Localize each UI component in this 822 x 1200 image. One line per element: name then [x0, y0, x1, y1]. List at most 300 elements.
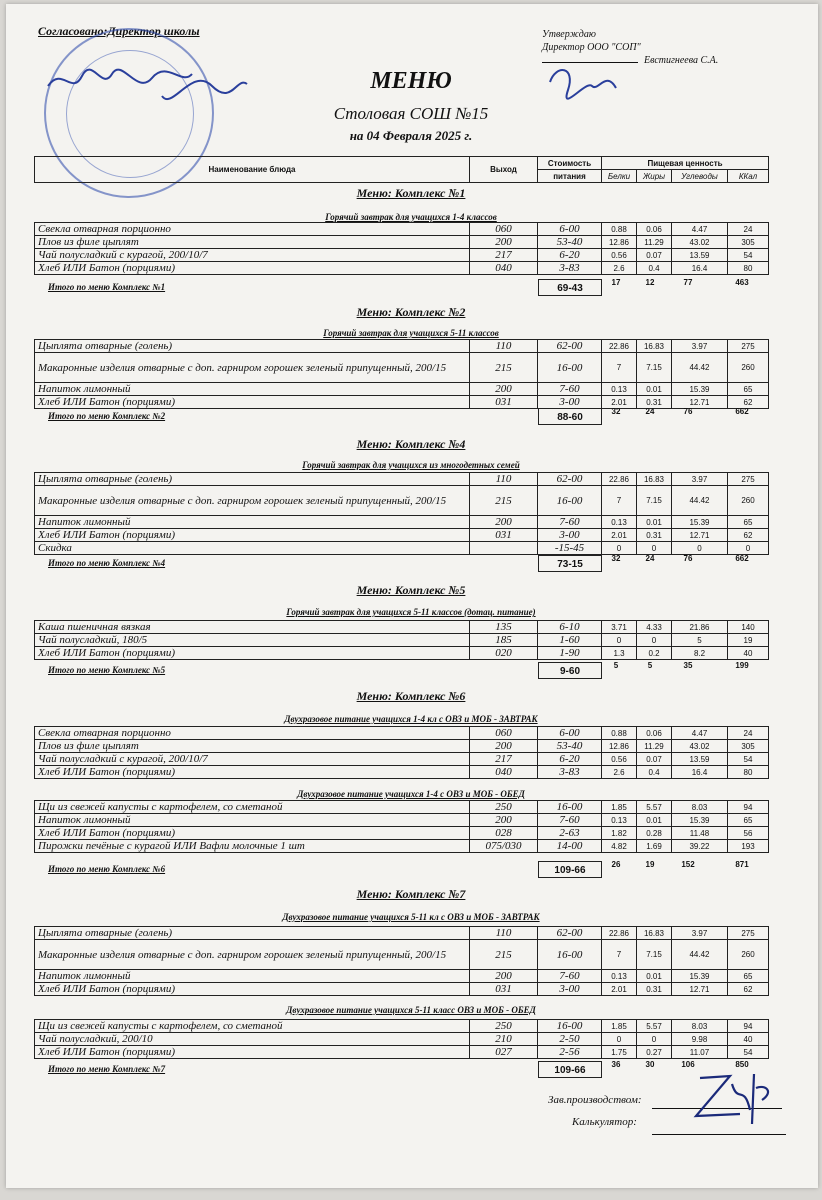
approval-left-label: Согласовано:Директор школы — [38, 24, 200, 38]
dish-kcal: 56 — [728, 827, 769, 840]
menu-table — [34, 222, 769, 275]
dish-output: 250 — [470, 801, 538, 814]
dish-output: 060 — [470, 223, 538, 236]
table-row — [35, 236, 769, 249]
complex-total-price: 109-66 — [538, 1061, 602, 1078]
section-subtitle: Двухразовое питание учащихся 1-4 кл с ОВЗ и МОБ - ЗАВТРАК — [284, 714, 538, 724]
dish-output: 200 — [470, 814, 538, 827]
dish-kcal: 0 — [728, 542, 769, 555]
complex-title: Меню: Комплекс №1 — [356, 186, 466, 200]
menu-table — [34, 1019, 769, 1059]
dish-fat: 0.06 — [637, 727, 672, 740]
dish-carbs: 39.22 — [672, 840, 728, 853]
table-row — [35, 983, 769, 996]
menu-date: на 04 Февраля 2025 г. — [349, 128, 473, 143]
complex-total-kcal: 199 — [735, 661, 749, 670]
dish-fat: 0.07 — [637, 753, 672, 766]
dish-protein: 0.88 — [602, 727, 637, 740]
dish-price: 62-00 — [538, 473, 602, 486]
dish-name: Цыплята отварные (голень) — [35, 340, 470, 353]
table-header — [34, 156, 769, 183]
dish-price: 3-00 — [538, 983, 602, 996]
dish-fat: 0.31 — [637, 983, 672, 996]
dish-carbs: 15.39 — [672, 970, 728, 983]
dish-output: 110 — [470, 340, 538, 353]
dish-output: 027 — [470, 1046, 538, 1059]
dish-protein: 2.6 — [602, 766, 637, 779]
approval-right-title: Утверждаю — [542, 29, 596, 40]
dish-name: Чай полусладкий с курагой, 200/10/7 — [35, 249, 470, 262]
dish-kcal: 54 — [728, 753, 769, 766]
calculator-label: Калькулятор: — [572, 1116, 637, 1128]
dish-carbs: 43.02 — [672, 740, 728, 753]
table-row — [35, 766, 769, 779]
dish-kcal: 275 — [728, 473, 769, 486]
dish-carbs: 12.71 — [672, 529, 728, 542]
dish-price: 2-63 — [538, 827, 602, 840]
table-row — [35, 516, 769, 529]
col-fat: Жиры — [637, 170, 672, 183]
dish-output: 215 — [470, 353, 538, 383]
dish-output: 200 — [470, 970, 538, 983]
complex-title: Меню: Комплекс №5 — [356, 583, 466, 597]
dish-carbs: 3.97 — [672, 927, 728, 940]
dish-name: Хлеб ИЛИ Батон (порциями) — [35, 396, 470, 409]
col-output: Выход — [470, 157, 538, 183]
dish-price: 6-00 — [538, 727, 602, 740]
dish-kcal: 260 — [728, 353, 769, 383]
dish-kcal: 62 — [728, 529, 769, 542]
dish-fat: 0.07 — [637, 249, 672, 262]
dish-output: 020 — [470, 647, 538, 660]
complex-total-protein: 32 — [611, 407, 621, 416]
dish-fat: 0.27 — [637, 1046, 672, 1059]
dish-carbs: 0 — [672, 542, 728, 555]
dish-protein: 0.13 — [602, 814, 637, 827]
table-row — [35, 1046, 769, 1059]
dish-kcal: 94 — [728, 801, 769, 814]
dish-carbs: 11.48 — [672, 827, 728, 840]
section-subtitle: Двухразовое питание учащихся 5-11 класс ОВЗ и МОБ - ОБЕД — [286, 1005, 536, 1015]
dish-price: 2-56 — [538, 1046, 602, 1059]
col-nutrition: Пищевая ценность — [602, 157, 769, 170]
dish-price: 62-00 — [538, 927, 602, 940]
dish-fat: 11.29 — [637, 740, 672, 753]
complex-total-label: Итого по меню Комплекс №1 — [48, 282, 166, 292]
dish-kcal: 65 — [728, 970, 769, 983]
dish-price: 1-60 — [538, 634, 602, 647]
dish-fat: 0.28 — [637, 827, 672, 840]
dish-output: 200 — [470, 236, 538, 249]
section-subtitle: Горячий завтрак для учащихся из многодетных семей — [302, 460, 520, 470]
menu-table — [34, 926, 769, 996]
complex-total-price: 73-15 — [538, 555, 602, 572]
dish-protein: 7 — [602, 940, 637, 970]
col-protein: Белки — [602, 170, 637, 183]
complex-total-label: Итого по меню Комплекс №2 — [48, 411, 166, 421]
dish-output: 060 — [470, 727, 538, 740]
dish-output: 110 — [470, 927, 538, 940]
complex-total-kcal: 662 — [735, 407, 749, 416]
dish-fat: 4.33 — [637, 621, 672, 634]
dish-carbs: 44.42 — [672, 940, 728, 970]
dish-protein: 2.01 — [602, 529, 637, 542]
dish-kcal: 80 — [728, 766, 769, 779]
complex-total-fat: 30 — [645, 1060, 655, 1069]
dish-name: Макаронные изделия отварные с доп. гарниром горошек зеленый припущенный, 200/15 — [35, 353, 470, 383]
dish-output: 210 — [470, 1033, 538, 1046]
table-row — [35, 529, 769, 542]
col-name: Наименование блюда — [35, 157, 470, 183]
col-cost-2: питания — [538, 170, 602, 183]
dish-name: Макаронные изделия отварные с доп. гарниром горошек зеленый припущенный, 200/15 — [35, 940, 470, 970]
dish-fat: 0.2 — [637, 647, 672, 660]
table-row — [35, 940, 769, 970]
section-subtitle: Двухразовое питание учащихся 5-11 кл с ОВЗ и МОБ - ЗАВТРАК — [282, 912, 540, 922]
dish-fat: 0.31 — [637, 396, 672, 409]
complex-total-price: 88-60 — [538, 408, 602, 425]
dish-fat: 16.83 — [637, 927, 672, 940]
dish-price: 3-00 — [538, 529, 602, 542]
dish-kcal: 65 — [728, 516, 769, 529]
calculator-line — [652, 1134, 786, 1135]
dish-protein: 7 — [602, 353, 637, 383]
dish-fat: 5.57 — [637, 1020, 672, 1033]
complex-total-label: Итого по меню Комплекс №4 — [48, 558, 166, 568]
dish-output: 040 — [470, 262, 538, 275]
dish-price: 6-10 — [538, 621, 602, 634]
dish-kcal: 65 — [728, 383, 769, 396]
table-row — [35, 727, 769, 740]
dish-protein: 3.71 — [602, 621, 637, 634]
table-row — [35, 634, 769, 647]
dish-carbs: 11.07 — [672, 1046, 728, 1059]
dish-output: 135 — [470, 621, 538, 634]
menu-table — [34, 800, 769, 853]
menu-table — [34, 339, 769, 409]
dish-fat: 7.15 — [637, 486, 672, 516]
complex-total-carbs: 77 — [683, 278, 693, 287]
dish-kcal: 260 — [728, 940, 769, 970]
dish-carbs: 12.71 — [672, 983, 728, 996]
dish-kcal: 94 — [728, 1020, 769, 1033]
page-title: МЕНЮ — [370, 68, 452, 94]
dish-output: 031 — [470, 529, 538, 542]
table-row — [35, 814, 769, 827]
table-row — [35, 486, 769, 516]
dish-carbs: 16.4 — [672, 262, 728, 275]
table-row — [35, 249, 769, 262]
production-head-label: Зав.производством: — [548, 1094, 642, 1106]
dish-kcal: 24 — [728, 223, 769, 236]
complex-total-fat: 5 — [647, 661, 653, 670]
complex-total-carbs: 76 — [683, 407, 693, 416]
dish-kcal: 40 — [728, 1033, 769, 1046]
approval-right-name: Евстигнеева С.А. — [644, 55, 719, 66]
table-row — [35, 383, 769, 396]
table-row — [35, 840, 769, 853]
dish-protein: 1.85 — [602, 801, 637, 814]
dish-name: Напиток лимонный — [35, 383, 470, 396]
dish-price: 7-60 — [538, 814, 602, 827]
dish-output: 200 — [470, 383, 538, 396]
dish-fat: 7.15 — [637, 353, 672, 383]
col-cost-1: Стоимость — [538, 157, 602, 170]
dish-kcal: 40 — [728, 647, 769, 660]
table-row — [35, 740, 769, 753]
dish-price: 16-00 — [538, 1020, 602, 1033]
dish-output: 217 — [470, 249, 538, 262]
page-subtitle: Столовая СОШ №15 — [333, 104, 489, 123]
dish-protein: 2.6 — [602, 262, 637, 275]
table-row — [35, 970, 769, 983]
complex-total-fat: 12 — [645, 278, 655, 287]
dish-price: 3-83 — [538, 262, 602, 275]
dish-name: Хлеб ИЛИ Батон (порциями) — [35, 983, 470, 996]
dish-name: Плов из филе цыплят — [35, 740, 470, 753]
dish-output: 250 — [470, 1020, 538, 1033]
dish-carbs: 8.2 — [672, 647, 728, 660]
dish-price: 53-40 — [538, 740, 602, 753]
dish-fat: 0.4 — [637, 766, 672, 779]
table-row — [35, 1020, 769, 1033]
complex-total-kcal: 463 — [735, 278, 749, 287]
dish-carbs: 4.47 — [672, 223, 728, 236]
complex-total-carbs: 76 — [683, 554, 693, 563]
dish-name: Скидка — [35, 542, 470, 555]
dish-output: 185 — [470, 634, 538, 647]
dish-price: 16-00 — [538, 940, 602, 970]
dish-output: 200 — [470, 516, 538, 529]
dish-protein: 0 — [602, 634, 637, 647]
dish-kcal: 54 — [728, 249, 769, 262]
dish-output: 215 — [470, 940, 538, 970]
dish-kcal: 62 — [728, 983, 769, 996]
table-row — [35, 827, 769, 840]
complex-total-carbs: 106 — [681, 1060, 695, 1069]
table-row — [35, 340, 769, 353]
dish-protein: 4.82 — [602, 840, 637, 853]
dish-kcal: 260 — [728, 486, 769, 516]
menu-table — [34, 472, 769, 555]
menu-table — [34, 620, 769, 660]
col-kcal: ККал — [728, 170, 769, 183]
dish-protein: 0 — [602, 1033, 637, 1046]
dish-name: Чай полусладкий с курагой, 200/10/7 — [35, 753, 470, 766]
dish-protein: 2.01 — [602, 983, 637, 996]
complex-total-label: Итого по меню Комплекс №6 — [48, 864, 166, 874]
dish-name: Чай полусладкий, 180/5 — [35, 634, 470, 647]
dish-carbs: 16.4 — [672, 766, 728, 779]
complex-total-price: 69-43 — [538, 279, 602, 296]
dish-carbs: 21.86 — [672, 621, 728, 634]
table-row — [35, 621, 769, 634]
complex-title: Меню: Комплекс №6 — [356, 689, 466, 703]
dish-carbs: 13.59 — [672, 753, 728, 766]
dish-carbs: 9.98 — [672, 1033, 728, 1046]
dish-output: 110 — [470, 473, 538, 486]
dish-name: Хлеб ИЛИ Батон (порциями) — [35, 827, 470, 840]
dish-protein: 0.56 — [602, 249, 637, 262]
dish-kcal: 275 — [728, 340, 769, 353]
complex-total-kcal: 850 — [735, 1060, 749, 1069]
dish-protein: 0.56 — [602, 753, 637, 766]
dish-protein: 0.13 — [602, 383, 637, 396]
complex-total-protein: 26 — [611, 860, 621, 869]
dish-carbs: 15.39 — [672, 814, 728, 827]
complex-total-price: 9-60 — [538, 662, 602, 679]
complex-total-protein: 32 — [611, 554, 621, 563]
dish-carbs: 15.39 — [672, 516, 728, 529]
dish-output: 040 — [470, 766, 538, 779]
dish-carbs: 4.47 — [672, 727, 728, 740]
complex-total-protein: 36 — [611, 1060, 621, 1069]
dish-name: Хлеб ИЛИ Батон (порциями) — [35, 529, 470, 542]
dish-name: Щи из свежей капусты с картофелем, со сметаной — [35, 801, 470, 814]
dish-fat: 0 — [637, 1033, 672, 1046]
dish-fat: 16.83 — [637, 473, 672, 486]
dish-fat: 5.57 — [637, 801, 672, 814]
dish-fat: 0.01 — [637, 970, 672, 983]
dish-protein: 22.86 — [602, 340, 637, 353]
dish-protein: 22.86 — [602, 927, 637, 940]
dish-price: 16-00 — [538, 353, 602, 383]
dish-name: Макаронные изделия отварные с доп. гарниром горошек зеленый припущенный, 200/15 — [35, 486, 470, 516]
table-row — [35, 223, 769, 236]
dish-output: 075/030 — [470, 840, 538, 853]
dish-protein: 1.85 — [602, 1020, 637, 1033]
dish-carbs: 3.97 — [672, 473, 728, 486]
table-row — [35, 1033, 769, 1046]
dish-name: Хлеб ИЛИ Батон (порциями) — [35, 1046, 470, 1059]
dish-protein: 12.86 — [602, 236, 637, 249]
production-head-signature — [670, 1064, 780, 1134]
section-subtitle: Горячий завтрак для учащихся 1-4 классов — [325, 212, 497, 222]
dish-carbs: 13.59 — [672, 249, 728, 262]
dish-name: Каша пшеничная вязкая — [35, 621, 470, 634]
dish-kcal: 305 — [728, 740, 769, 753]
section-subtitle: Двухразовое питание учащихся 1-4 с ОВЗ и МОБ - ОБЕД — [297, 789, 525, 799]
table-row — [35, 542, 769, 555]
dish-carbs: 44.42 — [672, 353, 728, 383]
dish-price: -15-45 — [538, 542, 602, 555]
dish-carbs: 8.03 — [672, 801, 728, 814]
dish-name: Напиток лимонный — [35, 970, 470, 983]
dish-name: Хлеб ИЛИ Батон (порциями) — [35, 262, 470, 275]
dish-carbs: 12.71 — [672, 396, 728, 409]
dish-kcal: 140 — [728, 621, 769, 634]
complex-total-carbs: 152 — [681, 860, 695, 869]
dish-name: Хлеб ИЛИ Батон (порциями) — [35, 766, 470, 779]
dish-price: 16-00 — [538, 801, 602, 814]
dish-name: Напиток лимонный — [35, 814, 470, 827]
dish-kcal: 65 — [728, 814, 769, 827]
dish-carbs: 15.39 — [672, 383, 728, 396]
dish-output: 028 — [470, 827, 538, 840]
dish-price: 7-60 — [538, 516, 602, 529]
dish-name: Свекла отварная порционно — [35, 223, 470, 236]
dish-fat: 0.31 — [637, 529, 672, 542]
complex-total-fat: 24 — [645, 554, 655, 563]
table-row — [35, 647, 769, 660]
dish-name: Цыплята отварные (голень) — [35, 473, 470, 486]
dish-name: Хлеб ИЛИ Батон (порциями) — [35, 647, 470, 660]
dish-price: 1-90 — [538, 647, 602, 660]
complex-total-protein: 5 — [613, 661, 619, 670]
dish-carbs: 8.03 — [672, 1020, 728, 1033]
dish-price: 53-40 — [538, 236, 602, 249]
dish-protein: 0.13 — [602, 970, 637, 983]
dish-fat: 0 — [637, 634, 672, 647]
dish-fat: 11.29 — [637, 236, 672, 249]
dish-carbs: 44.42 — [672, 486, 728, 516]
col-carbs: Углеводы — [672, 170, 728, 183]
dish-fat: 0.01 — [637, 383, 672, 396]
dish-kcal: 80 — [728, 262, 769, 275]
dish-name: Напиток лимонный — [35, 516, 470, 529]
dish-price: 6-00 — [538, 223, 602, 236]
dish-protein: 1.82 — [602, 827, 637, 840]
dish-protein: 0 — [602, 542, 637, 555]
dish-fat: 0.4 — [637, 262, 672, 275]
dish-fat: 0.01 — [637, 516, 672, 529]
dish-output: 031 — [470, 396, 538, 409]
dish-price: 3-00 — [538, 396, 602, 409]
table-row — [35, 927, 769, 940]
dish-carbs: 43.02 — [672, 236, 728, 249]
dish-price: 2-50 — [538, 1033, 602, 1046]
dish-output — [470, 542, 538, 555]
dish-name: Пирожки печёные с курагой ИЛИ Вафли молочные 1 шт — [35, 840, 470, 853]
dish-fat: 16.83 — [637, 340, 672, 353]
dish-fat: 1.69 — [637, 840, 672, 853]
complex-total-label: Итого по меню Комплекс №7 — [48, 1064, 166, 1074]
dish-output: 200 — [470, 740, 538, 753]
dish-output: 031 — [470, 983, 538, 996]
dish-kcal: 62 — [728, 396, 769, 409]
dish-price: 6-20 — [538, 753, 602, 766]
complex-total-fat: 19 — [645, 860, 655, 869]
dish-protein: 1.75 — [602, 1046, 637, 1059]
dish-protein: 7 — [602, 486, 637, 516]
complex-title: Меню: Комплекс №4 — [356, 437, 466, 451]
complex-title: Меню: Комплекс №7 — [356, 887, 466, 901]
dish-kcal: 24 — [728, 727, 769, 740]
complex-total-kcal: 871 — [735, 860, 749, 869]
dish-protein: 22.86 — [602, 473, 637, 486]
dish-name: Щи из свежей капусты с картофелем, со сметаной — [35, 1020, 470, 1033]
table-row — [35, 473, 769, 486]
dish-price: 7-60 — [538, 970, 602, 983]
dish-protein: 1.3 — [602, 647, 637, 660]
complex-total-kcal: 662 — [735, 554, 749, 563]
section-subtitle: Горячий завтрак для учащихся 5-11 классов (дотац. питание) — [286, 607, 536, 617]
dish-protein: 0.88 — [602, 223, 637, 236]
dish-fat: 0.01 — [637, 814, 672, 827]
dish-price: 3-83 — [538, 766, 602, 779]
dish-name: Чай полусладкий, 200/10 — [35, 1033, 470, 1046]
dish-name: Свекла отварная порционно — [35, 727, 470, 740]
dish-kcal: 305 — [728, 236, 769, 249]
dish-price: 14-00 — [538, 840, 602, 853]
dish-fat: 0.06 — [637, 223, 672, 236]
dish-protein: 12.86 — [602, 740, 637, 753]
dish-output: 215 — [470, 486, 538, 516]
dish-output: 217 — [470, 753, 538, 766]
table-row — [35, 753, 769, 766]
dish-kcal: 54 — [728, 1046, 769, 1059]
approval-right-position: Директор ООО "СОП" — [542, 42, 641, 53]
